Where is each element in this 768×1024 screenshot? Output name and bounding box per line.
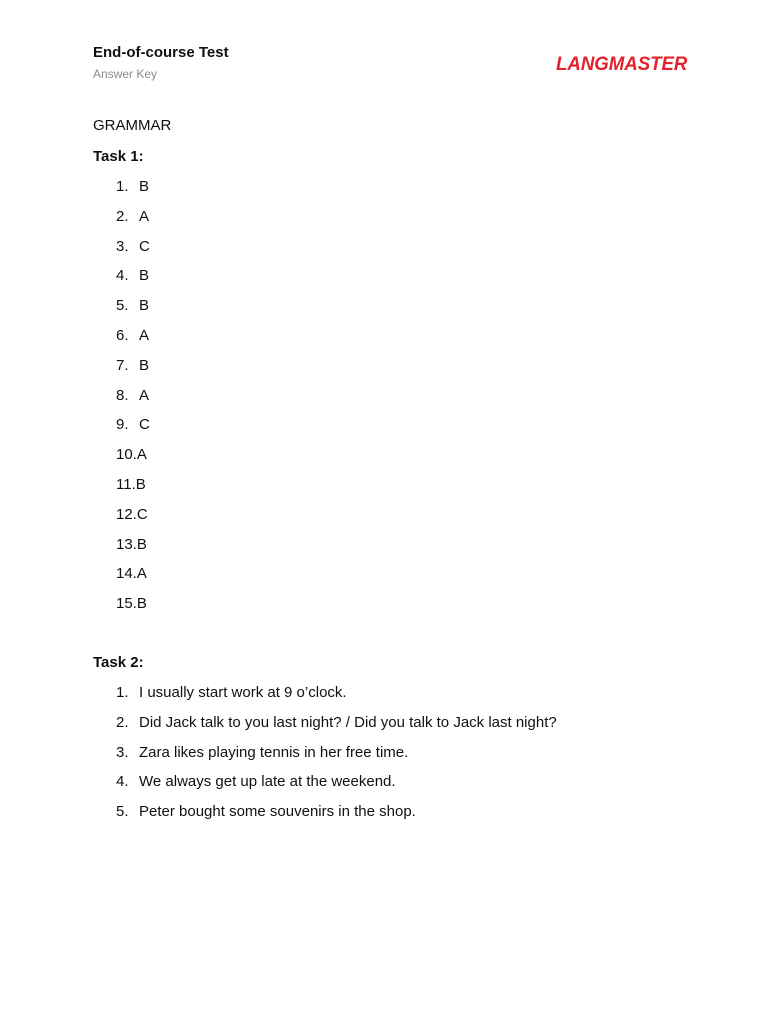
list-item (116, 416, 150, 446)
list-item (116, 297, 150, 327)
item-number: 1. (116, 684, 129, 701)
item-answer: Did Jack talk to you last night? / Did you talk to Jack last night? (139, 713, 557, 731)
list-item (116, 595, 150, 625)
item-number: 8. (116, 386, 129, 404)
list-item (116, 773, 557, 803)
item-answer: Zara likes playing tennis in her free time. (139, 743, 409, 761)
item-answer: Peter bought some souvenirs in the shop. (139, 803, 416, 821)
item-number: 2. (116, 713, 129, 731)
task2-heading: Task 2: (93, 654, 144, 671)
document-subtitle: Answer Key (93, 67, 158, 81)
list-item (116, 446, 150, 476)
item-answer: C (139, 237, 150, 255)
item-number: 6. (116, 326, 129, 344)
list-item (116, 238, 150, 268)
list-item (116, 327, 150, 357)
item-number: 13. (116, 535, 137, 553)
item-number: 11. (116, 475, 136, 493)
item-answer: A (136, 446, 147, 464)
langmaster-logo: LANGMASTER (556, 54, 688, 75)
item-answer: C (139, 416, 150, 434)
item-answer: B (136, 595, 147, 613)
item-number: 14. (116, 565, 137, 583)
item-number: 3. (116, 743, 129, 761)
item-number: 5. (116, 803, 129, 821)
document-title: End-of-course Test (93, 44, 229, 61)
list-item (116, 208, 150, 238)
list-item (116, 684, 557, 714)
item-number: 1. (116, 178, 129, 195)
task1-answer-list (116, 178, 150, 625)
list-item (116, 178, 150, 208)
list-item (116, 357, 150, 387)
item-answer: B (139, 267, 150, 285)
list-item (116, 506, 150, 536)
item-answer: B (136, 535, 147, 553)
item-answer: A (136, 565, 147, 583)
list-item (116, 803, 557, 833)
item-answer: A (139, 386, 150, 404)
item-answer: B (139, 178, 150, 195)
list-item (116, 714, 557, 744)
item-number: 3. (116, 237, 129, 255)
list-item (116, 744, 557, 774)
item-answer: A (139, 326, 150, 344)
list-item (116, 536, 150, 566)
item-number: 5. (116, 297, 129, 315)
list-item (116, 476, 150, 506)
list-item (116, 387, 150, 417)
item-number: 2. (116, 207, 129, 225)
item-number: 7. (116, 356, 129, 374)
item-answer: I usually start work at 9 o’clock. (139, 684, 347, 701)
item-answer: A (139, 207, 150, 225)
item-answer: We always get up late at the weekend. (139, 773, 396, 791)
item-number: 15. (116, 595, 137, 613)
item-number: 4. (116, 267, 129, 285)
item-number: 9. (116, 416, 129, 434)
task1-heading: Task 1: (93, 148, 144, 165)
section-heading-grammar: GRAMMAR (93, 117, 172, 134)
item-answer: C (136, 505, 148, 523)
item-number: 4. (116, 773, 129, 791)
item-answer: B (135, 475, 146, 493)
list-item (116, 565, 150, 595)
item-answer: B (139, 356, 150, 374)
item-answer: B (139, 297, 150, 315)
item-number: 12. (116, 505, 137, 523)
task2-answer-list (116, 684, 557, 833)
item-number: 10. (116, 446, 137, 464)
list-item (116, 267, 150, 297)
